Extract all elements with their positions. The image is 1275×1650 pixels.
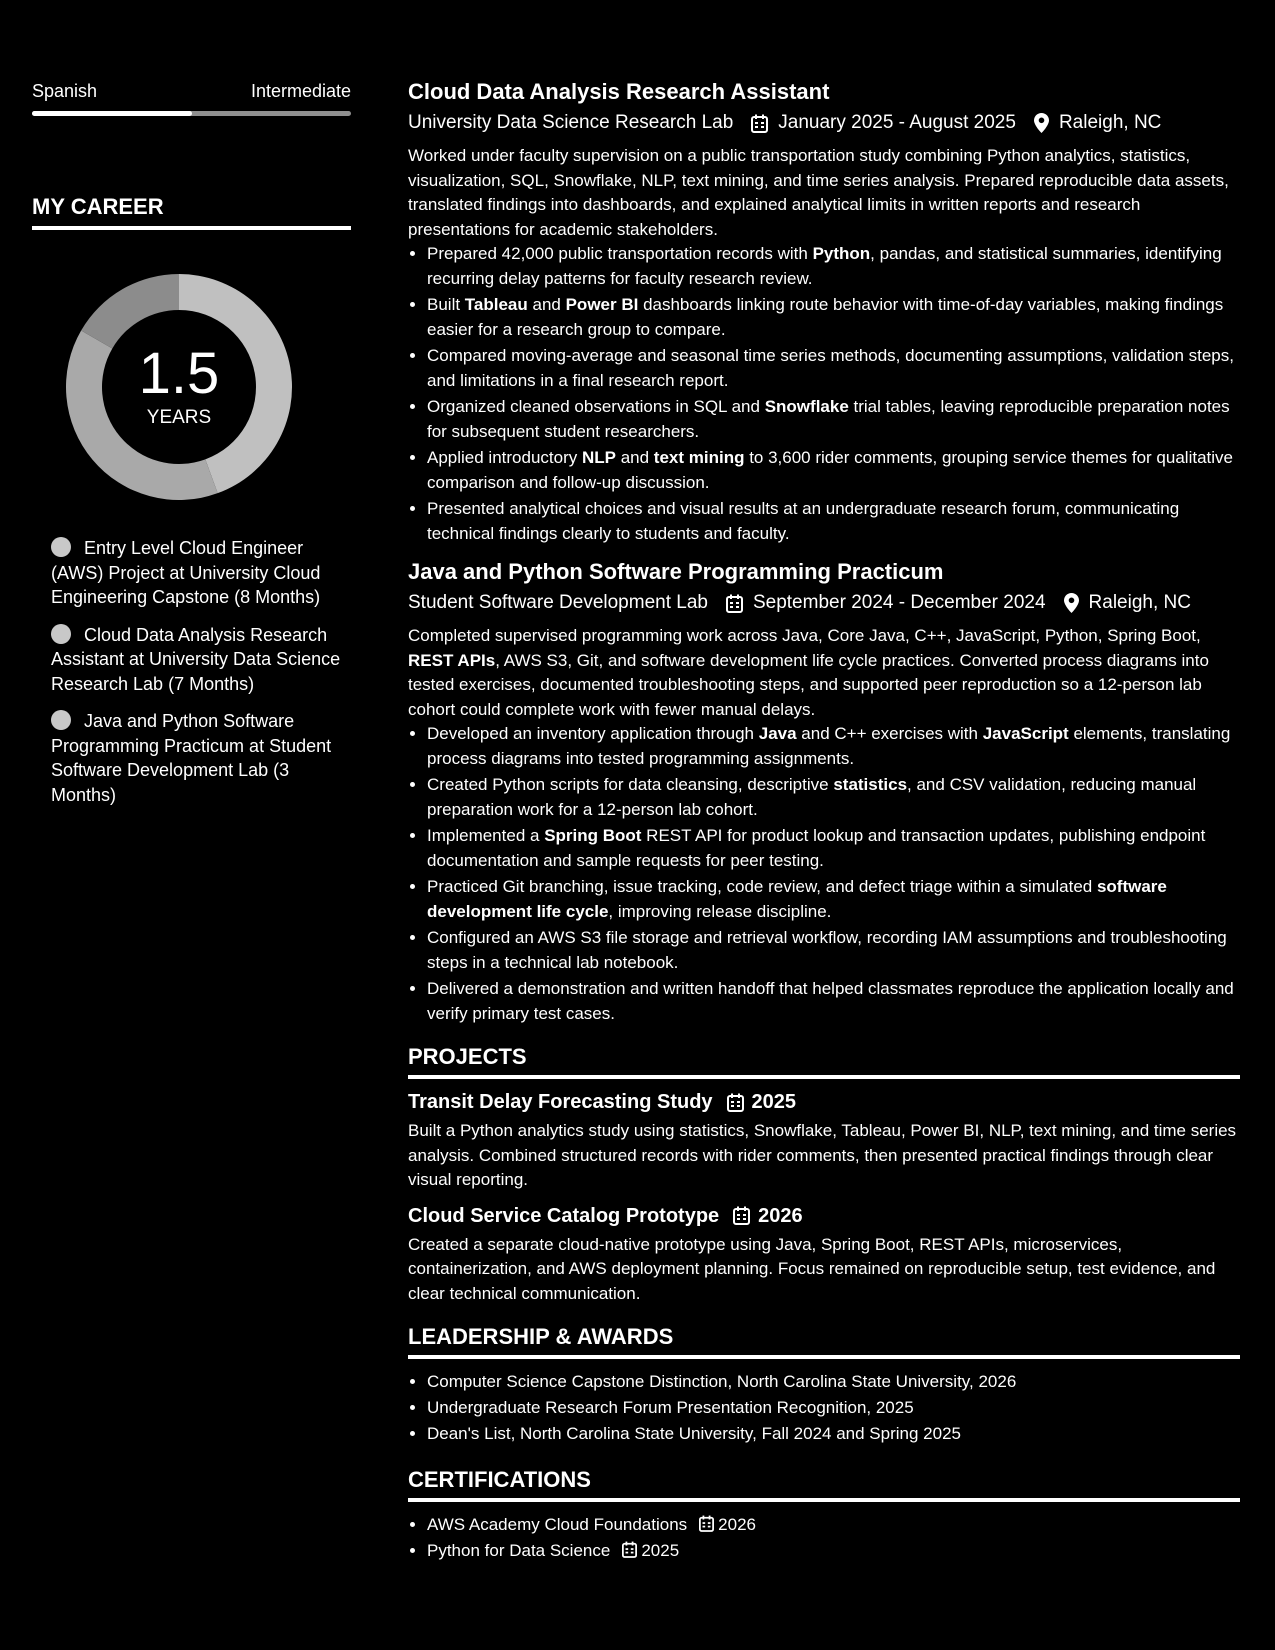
career-years-value: 1.5 [138, 341, 220, 406]
job-bullet: • Implemented a Spring Boot REST API for product lookup and transaction updates, publishing endpoint documentation and sample requests for peer testing. [427, 824, 1240, 873]
awards-list [408, 1369, 1240, 1447]
calendar-icon [699, 1515, 714, 1532]
map-pin-icon [1064, 593, 1079, 613]
job-entry [408, 558, 1240, 1026]
job-dates: September 2024 - December 2024 [752, 592, 1046, 613]
job-meta [408, 590, 1240, 616]
job-summary: Worked under faculty supervision on a public transportation study combining Python analytics, statistics, visualization, SQL, Snowflake, NLP, text mining, and time series analysis. Prepared reproducible data assets, translated findings into dashboards, and explained analytical limits in written reports and research presentations for academic stakeholders. [408, 146, 1229, 239]
award-item: • Computer Science Capstone Distinction, North Carolina State University, 2026 [427, 1369, 1240, 1395]
main-content [408, 78, 1240, 1564]
career-item: Entry Level Cloud Engineer (AWS) Project at University Cloud Engineering Capstone (8 Months) [51, 538, 321, 607]
job-bullet: • Built Tableau and Power BI dashboards linking route behavior with time-of-day variables, making findings easier for a research group to compare. [427, 293, 1240, 342]
calendar-icon [727, 1093, 744, 1112]
job-bullet: • Organized cleaned observations in SQL and Snowflake trial tables, leaving reproducible preparation notes for subsequent student researchers. [427, 395, 1240, 444]
job-bullet: • Practiced Git branching, issue tracking, code review, and defect triage within a simulated software development life cycle, improving release discipline. [427, 875, 1240, 924]
job-bullet: • Configured an AWS S3 file storage and retrieval workflow, recording IAM assumptions and troubleshooting steps in a technical lab notebook. [427, 926, 1240, 975]
job-summary: Completed supervised programming work across Java, Core Java, C++, JavaScript, Python, Spring Boot, REST APIs, AWS S3, Git, and software development life cycle practices. Converted process diagrams into tested exercises, documented troubleshooting steps, and supported peer reproduction so a 12-person lab cohort could complete work with fewer manual delays. [408, 626, 1209, 719]
language-name: Spanish [32, 81, 98, 101]
certification-item [427, 1538, 1240, 1564]
bullet-dot-icon [51, 710, 71, 730]
job-bullet: • Developed an inventory application through Java and C++ exercises with JavaScript elements, translating process diagrams into tested programming assignments. [427, 722, 1240, 771]
language-proficiency-bar [32, 111, 351, 116]
project-entry [408, 1203, 1240, 1307]
calendar-icon [622, 1541, 637, 1558]
project-year: 2025 [751, 1091, 797, 1113]
certification-year: 2025 [641, 1541, 680, 1560]
certification-name: Python for Data Science [427, 1541, 611, 1560]
language-proficiency-fill [32, 111, 192, 116]
certifications-section-title: CERTIFICATIONS [408, 1467, 1240, 1502]
job-bullet: • Presented analytical choices and visual results at an undergraduate research forum, communicating technical findings clearly to students and faculty. [427, 497, 1240, 546]
award-item: • Undergraduate Research Forum Presentation Recognition, 2025 [427, 1395, 1240, 1421]
project-name: Transit Delay Forecasting Study [408, 1091, 713, 1113]
job-organization: University Data Science Research Lab [408, 112, 734, 133]
language-row [32, 80, 351, 102]
job-entry [408, 78, 1240, 546]
certification-item [427, 1512, 1240, 1538]
project-year: 2026 [758, 1204, 803, 1227]
job-bullet: • Compared moving-average and seasonal time series methods, documenting assumptions, validation steps, and limitations in a final research report. [427, 344, 1240, 393]
job-bullet: • Applied introductory NLP and text mining to 3,600 rider comments, grouping service themes for qualitative comparison and follow-up discussion. [427, 446, 1240, 495]
career-donut-chart [66, 274, 292, 500]
job-meta [408, 110, 1240, 136]
job-organization: Student Software Development Lab [408, 592, 708, 613]
calendar-icon [733, 1206, 750, 1225]
career-years-unit: YEARS [146, 407, 212, 428]
certifications-list [408, 1512, 1240, 1564]
job-bullet: • Prepared 42,000 public transportation records with Python, pandas, and statistical summaries, identifying recurring delay patterns for faculty research review. [427, 242, 1240, 291]
project-description: Built a Python analytics study using statistics, Snowflake, Tableau, Power BI, NLP, text mining, and time series analysis. Combined structured records with rider comments, then presented practical findings through clear visual reporting. [408, 1121, 1237, 1189]
bullet-dot-icon [51, 537, 71, 557]
calendar-icon [726, 594, 743, 613]
language-level: Intermediate [250, 81, 351, 101]
awards-section-title: LEADERSHIP & AWARDS [408, 1324, 1240, 1359]
job-bullet: • Created Python scripts for data cleansing, descriptive statistics, and CSV validation, reducing manual preparation work for a 12-person lab cohort. [427, 773, 1240, 822]
award-item: • Dean's List, North Carolina State University, Fall 2024 and Spring 2025 [427, 1421, 1240, 1447]
job-bullet: • Delivered a demonstration and written handoff that helped classmates reproduce the application locally and verify primary test cases. [427, 977, 1240, 1026]
certification-year: 2026 [718, 1515, 756, 1534]
career-list [51, 536, 351, 807]
career-item: Cloud Data Analysis Research Assistant at University Data Science Research Lab (7 Months) [51, 624, 341, 694]
job-location: Raleigh, NC [1088, 592, 1191, 613]
bullet-dot-icon [51, 624, 71, 644]
job-dates: January 2025 - August 2025 [778, 112, 1016, 133]
sidebar [32, 80, 351, 820]
job-title: Java and Python Software Programming Practicum [408, 559, 944, 584]
job-location: Raleigh, NC [1058, 112, 1162, 133]
job-title: Cloud Data Analysis Research Assistant [408, 79, 830, 104]
job-bullets [408, 722, 1240, 1026]
certification-name: AWS Academy Cloud Foundations [427, 1515, 688, 1534]
map-pin-icon [1034, 113, 1049, 133]
project-description: Created a separate cloud-native prototype using Java, Spring Boot, REST APIs, microservices, containerization, and AWS deployment planning. Focus remained on reproducible setup, test evidence, and clear technical communication. [408, 1234, 1216, 1303]
calendar-icon [751, 114, 768, 133]
projects-section-title: PROJECTS [408, 1044, 1240, 1079]
career-item: Java and Python Software Programming Practicum at Student Software Development Lab (3 Months) [51, 711, 332, 805]
project-name: Cloud Service Catalog Prototype [408, 1204, 720, 1227]
project-entry [408, 1089, 1240, 1193]
job-bullets [408, 242, 1240, 546]
career-section-title: MY CAREER [32, 194, 351, 230]
